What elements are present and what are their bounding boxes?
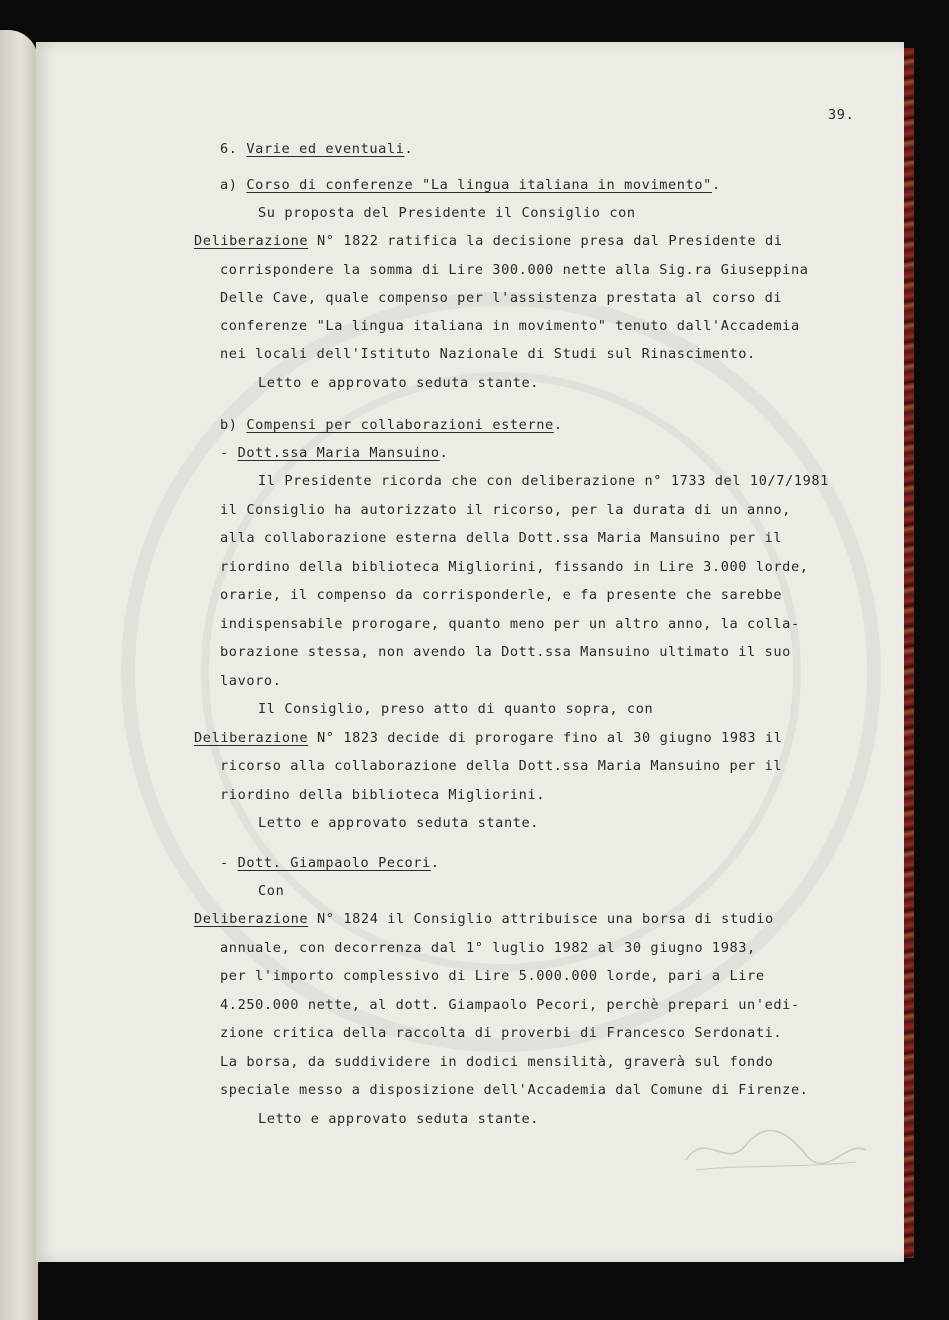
deliberation-1824-line: per l'importo complessivo di Lire 5.000.000 lorde, pari a Lire [220,968,765,984]
item-a-line: conferenze "La lingua italiana in movimento" tenuto dall'Accademia [220,318,800,334]
faint-signature [676,1110,876,1180]
con-word: Con [258,883,285,899]
mansuino-line: alla collaborazione esterna della Dott.ssa Maria Mansuino per il [220,530,783,546]
deliberation-1824-line: annuale, con decorrenza dal 1° luglio 1982 al 30 giugno 1983, [220,940,756,956]
item-b-title: b) Compensi per collaborazioni esterne. [220,417,563,433]
mansuino-line: Il Presidente ricorda che con deliberazione n° 1733 del 10/7/1981 [258,473,829,489]
item-a-title: a) Corso di conferenze "La lingua italiana in movimento". [220,177,721,193]
mansuino-line: il Consiglio ha autorizzato il ricorso, per la durata di un anno, [220,502,791,518]
item-a-intro: Su proposta del Presidente il Consiglio con [258,205,636,221]
deliberation-1823-line: riordino della biblioteca Migliorini. [220,787,546,803]
approval-note: Letto e approvato seduta stante. [258,1111,540,1127]
deliberation-1823-line: ricorso alla collaborazione della Dott.ssa Maria Mansuino per il [220,758,783,774]
person-mansuino: - Dott.ssa Maria Mansuino. [220,445,449,461]
mansuino-line: orarie, il compenso da corrisponderle, e fa presente che sarebbe [220,587,783,603]
mansuino-line: indispensabile prorogare, quanto meno per un altro anno, la colla- [220,616,800,632]
deliberation-1823: Deliberazione N° 1823 decide di prorogare fino al 30 giugno 1983 il [194,730,783,746]
deliberation-1824-line: zione critica della raccolta di proverbi di Francesco Serdonati. [220,1025,783,1041]
deliberation-1824-line: 4.250.000 nette, al dott. Giampaolo Pecori, perchè prepari un'edi- [220,997,800,1013]
document-page [36,42,904,1262]
mansuino-line: lavoro. [220,673,282,689]
item-a-line: corrispondere la somma di Lire 300.000 nette alla Sig.ra Giuseppina [220,262,809,278]
mansuino-line: borazione stessa, non avendo la Dott.ssa Mansuino ultimato il suo [220,644,791,660]
deliberation-1822: Deliberazione N° 1822 ratifica la decisione presa dal Presidente di [194,233,783,249]
approval-note: Letto e approvato seduta stante. [258,815,540,831]
section-heading: 6. Varie ed eventuali. [220,141,414,157]
approval-note: Letto e approvato seduta stante. [258,375,540,391]
facing-page-edge [0,30,38,1320]
item-a-line: Delle Cave, quale compenso per l'assistenza prestata al corso di [220,290,783,306]
item-a-line: nei locali dell'Istituto Nazionale di Studi sul Rinascimento. [220,346,756,362]
mansuino-line: riordino della biblioteca Migliorini, fissando in Lire 3.000 lorde, [220,559,809,575]
watermark-seal-inner [201,372,801,972]
council-intro: Il Consiglio, preso atto di quanto sopra, con [258,701,654,717]
page-number: 39. [828,107,855,123]
deliberation-1824: Deliberazione N° 1824 il Consiglio attribuisce una borsa di studio [194,911,774,927]
deliberation-1824-line: La borsa, da suddividere in dodici mensilità, graverà sul fondo [220,1054,774,1070]
person-pecori: - Dott. Giampaolo Pecori. [220,855,440,871]
deliberation-1824-line: speciale messo a disposizione dell'Accademia dal Comune di Firenze. [220,1082,809,1098]
